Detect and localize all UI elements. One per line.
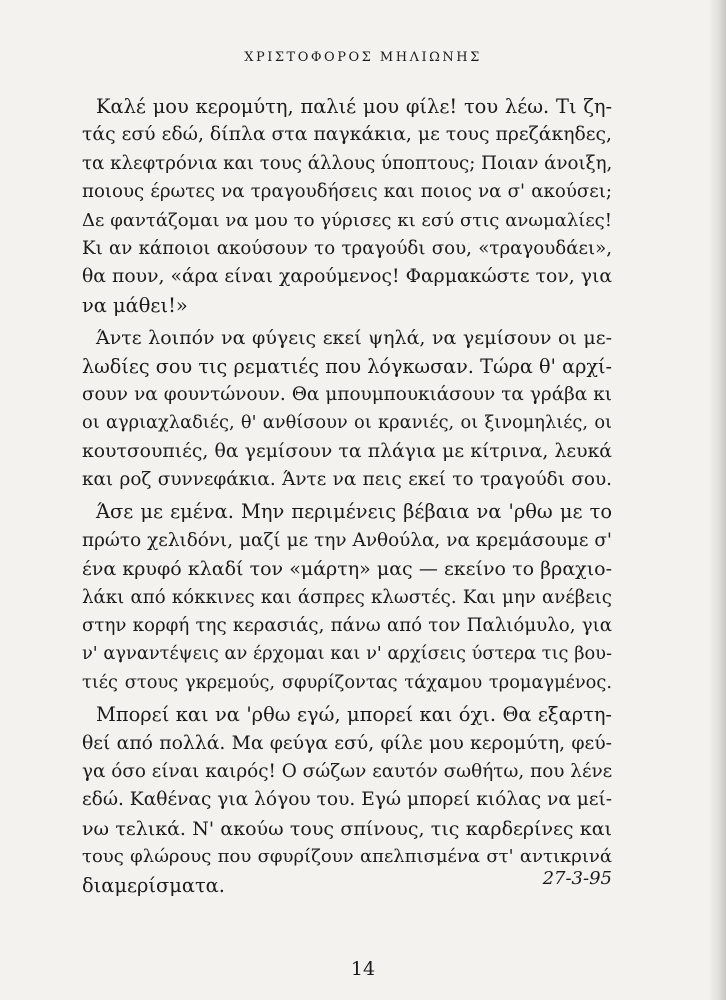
text-line: και ροζ συννεφάκια. Άντε να πεις εκεί το τραγούδι σου. [82, 469, 612, 491]
text-line: τάς εσύ εδώ, δίπλα στα παγκάκια, με τους πρεζάκηδες, [82, 124, 612, 146]
text-line: τιές στους γκρεμούς, σφυρίζοντας τάχαμου τρομαγμένος. [82, 671, 612, 693]
page-number: 14 [350, 958, 376, 980]
text-line: λωδίες σου τις ρεματιές που λόγκωσαν. Τώρα θ' αρχί- [82, 354, 612, 378]
text-line: οι αγριαχλαδιές, θ' ανθίσουν οι κρανιές, οι ξινομηλιές, οι [82, 412, 612, 434]
text-line: θα πουν, «άρα είναι χαρούμενος! Φαρμακώστε τον, για [82, 266, 612, 288]
paragraph-1 [82, 93, 612, 320]
text-line: λάκι από κόκκινες και άσπρες κλωστές. Και μην ανέβεις [82, 586, 612, 608]
paragraph-4 [82, 701, 612, 900]
text-line: Δε φαντάζομαι να μου το γύρισες κι εσύ στις ανωμαλίες! [82, 209, 612, 231]
text-line: σουν να φουντώνουν. Θα μπουμπουκιάσουν τα γράβα κι [82, 383, 612, 405]
date: 27-3-95 [542, 868, 612, 889]
text-line: κουτσουπιές, θα γεμίσουν τα πλάγια με κίτρινα, λευκά [82, 440, 612, 462]
text-line: τους φλώρους που σφυρίζουν απελπισμένα στ' αντικρινά [82, 846, 612, 868]
text-line: τα κλεφτρόνια και τους άλλους ύποπτους; Ποιαν άνοιξη, [82, 152, 613, 174]
text-line: Κι αν κάποιοι ακούσουν το τραγούδι σου, «τραγουδάει», [82, 237, 612, 259]
text-line: να μάθει!» [82, 293, 188, 317]
text-line: εδώ. Καθένας για λόγου του. Εγώ μπορεί κιόλας να μεί- [82, 789, 613, 811]
text-line: Μπορεί και να 'ρθω εγώ, μπορεί και όχι. Θα εξαρτη- [96, 703, 612, 727]
paragraph-3 [82, 498, 612, 697]
text-line: διαμερίσματα. [82, 873, 225, 897]
running-header: ΧΡΙΣΤΟΦΟΡΟΣ ΜΗΛΙΩΝΗΣ [244, 50, 482, 65]
text-line: Καλέ μου κερομύτη, παλιέ μου φίλε! του λέω. Τι ζη- [96, 95, 612, 118]
text-line: ν' αγναντέψεις αν έρχομαι και ν' αρχίσεις ύστερα τις βου- [82, 643, 612, 665]
text-line: Άντε λοιπόν να φύγεις εκεί ψηλά, να γεμίσουν οι με- [96, 327, 612, 350]
text-line: Άσε με εμένα. Μην περιμένεις βέβαια να 'ρθω με το [96, 500, 612, 524]
text-line: ποιους έρωτες να τραγουδήσεις και ποιος να σ' ακούσει; [82, 181, 612, 203]
page-edge-shadow [708, 0, 726, 1000]
text-line: γα όσο είναι καιρός! Ο σώζων εαυτόν σωθήτω, που λένε [82, 760, 613, 782]
text-line: στην κορφή της κερασιάς, πάνω από τον Παλιόμυλο, για [82, 615, 612, 637]
body-text [82, 93, 612, 900]
paragraph-2 [82, 324, 612, 494]
text-line: πρώτο χελιδόνι, μαζί με την Ανθούλα, να κρεμάσουμε σ' [82, 529, 612, 551]
text-line: θεί από πολλά. Μα φεύγα εσύ, φίλε μου κερομύτη, φεύ- [82, 732, 612, 754]
text-line: ένα κρυφό κλαδί τον «μάρτη» μας — εκείνο το βραχιο- [82, 558, 612, 581]
text-line: νω τελικά. Ν' ακούω τους σπίνους, τις καρδερίνες και [82, 817, 612, 840]
